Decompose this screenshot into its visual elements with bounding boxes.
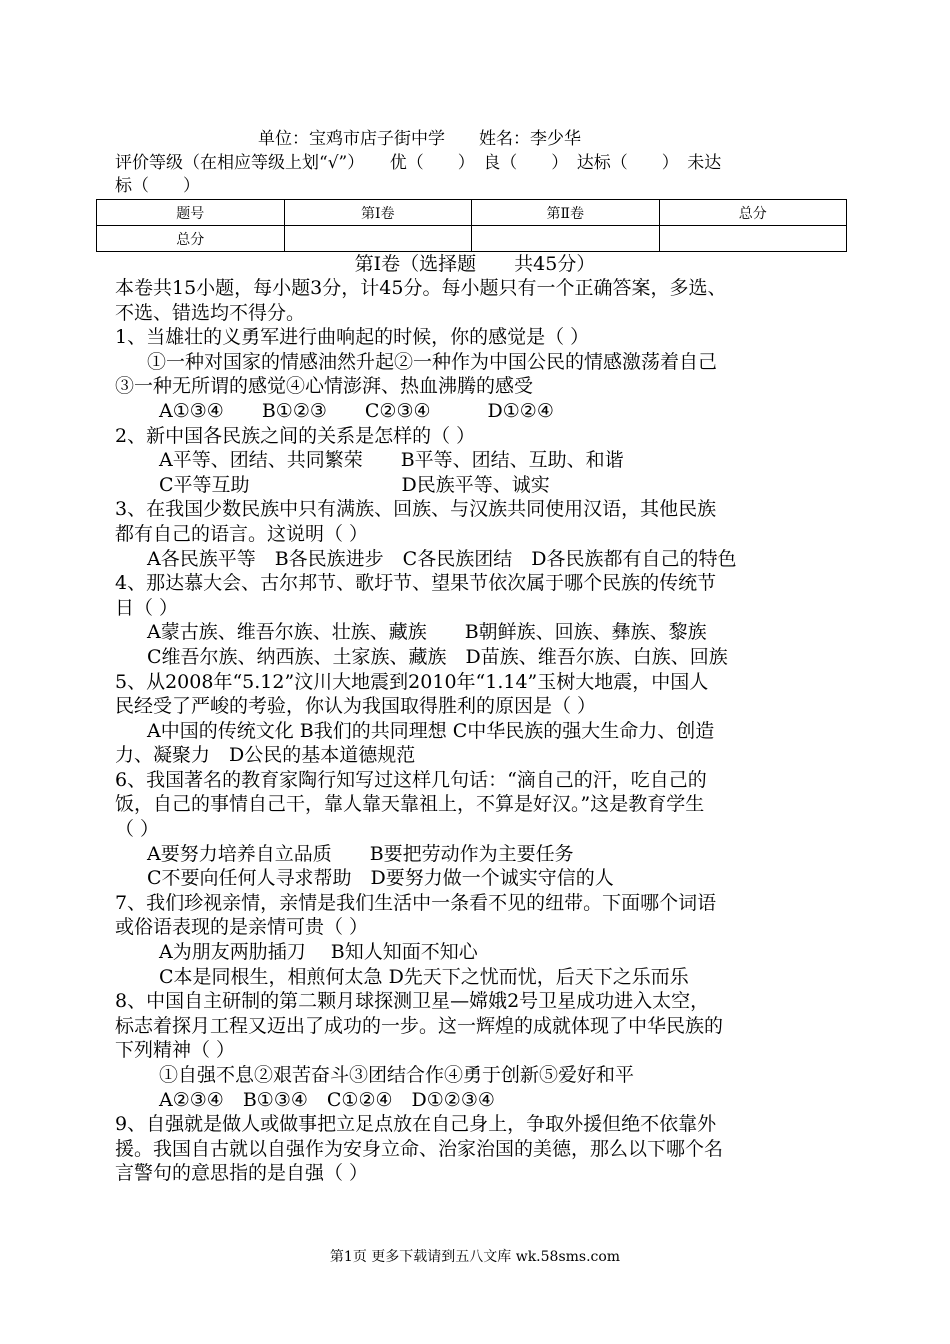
text-line: A中国的传统文化 B我们的共同理想 C中华民族的强大生命力、创造 [147,719,715,742]
score-cell [659,226,847,252]
text-line: ③一种无所谓的感觉④心情澎湃、热血沸腾的感受 [115,375,534,398]
score-table-header: 总分 [659,200,847,226]
text-line: A各民族平等 B各民族进步 C各民族团结 D各民族都有自己的特色 [147,547,737,570]
text-line: C不要向任何人寻求帮助 D要努力做一个诚实守信的人 [147,867,614,890]
text-line: 日（ ） [115,596,179,619]
score-table-row [97,226,847,252]
evaluation-grade-line: 评价等级（在相应等级上划“√”） 优（ ） 良（ ） 达标（ ） 未达 [115,153,722,173]
text-line: 援。我国自古就以自强作为安身立命、治家治国的美德，那么以下哪个名 [115,1137,724,1160]
text-line: 标志着探月工程又迈出了成功的一步。这一辉煌的成就体现了中华民族的 [115,1014,724,1037]
text-line: A平等、团结、共同繁荣 B平等、团结、互助、和谐 [159,449,624,472]
text-line: C本是同根生，相煎何太急 D先天下之忧而忧，后天下之乐而乐 [159,965,689,988]
text-line: 民经受了严峻的考验，你认为我国取得胜利的原因是（ ） [115,695,597,718]
text-line: 8、中国自主研制的第二颗月球探测卫星—嫦娥2号卫星成功进入太空， [115,990,710,1013]
text-line: A②③④ B①③④ C①②④ D①②③④ [159,1088,495,1111]
score-table-header: 题号 [97,200,285,226]
text-line: ①自强不息②艰苦奋斗③团结合作④勇于创新⑤爱好和平 [159,1064,635,1086]
text-line: 5、从2008年“5.12”汶川大地震到2010年“1.14”玉树大地震，中国人 [115,670,709,693]
text-line: 7、我们珍视亲情，亲情是我们生活中一条看不见的纽带。下面哪个词语 [115,891,717,914]
text-line: A要努力培养自立品质 B要把劳动作为主要任务 [147,842,574,865]
text-line: ①一种对国家的情感油然升起②一种作为中国公民的情感激荡着自己 [147,350,718,373]
text-line: 力、凝聚力 D公民的基本道德规范 [115,744,416,767]
text-line: C平等互助 D民族平等、诚实 [159,473,550,496]
text-line: 9、自强就是做人或做事把立足点放在自己身上，争取外援但绝不依靠外 [115,1113,717,1136]
score-table-header: 第Ⅱ卷 [472,200,660,226]
text-line: 2、新中国各民族之间的关系是怎样的（ ） [115,424,476,447]
text-line: 或俗语表现的是亲情可贵（ ） [115,916,369,939]
text-line: A为朋友两肋插刀 B知人知面不知心 [159,941,478,964]
text-line: 3、在我国少数民族中只有满族、回族、与汉族共同使用汉语，其他民族 [115,498,717,521]
text-line: C维吾尔族、纳西族、土家族、藏族 D苗族、维吾尔族、白族、回族 [147,645,728,668]
score-cell [284,226,472,252]
score-table-header-row [97,200,847,226]
page-footer: 第1页 更多下载请到五八文库 wk.58sms.com [329,1249,621,1265]
score-table-header: 第Ⅰ卷 [284,200,472,226]
section-title: 第Ⅰ卷（选择题 共45分） [354,253,596,275]
score-table-row-label: 总分 [97,226,285,252]
text-line: 饭，自己的事情自己干，靠人靠天靠祖上，不算是好汉。”这是教育学生 [115,793,705,816]
text-line: A蒙古族、维吾尔族、壮族、藏族 B朝鲜族、回族、彝族、黎族 [147,621,707,644]
text-line: 本卷共15小题，每小题3分，计45分。每小题只有一个正确答案，多选、 [115,277,727,299]
score-table [96,199,847,252]
author-line: 单位：宝鸡市店子街中学 姓名：李少华 [258,129,581,149]
score-cell [472,226,660,252]
question-body [115,276,845,1186]
text-line: 不选、错选均不得分。 [115,301,306,324]
text-line: 6、我国著名的教育家陶行知写过这样几句话：“滴自己的汗，吃自己的 [115,768,707,791]
evaluation-grade-line-cont: 标（ ） [115,176,200,196]
text-line: 都有自己的语言。这说明（ ） [115,522,369,545]
text-line: A①③④ B①②③ C②③④ D①②④ [159,399,554,422]
text-line: 言警句的意思指的是自强（ ） [115,1162,369,1185]
text-line: 下列精神（ ） [115,1039,236,1062]
text-line: （ ） [115,818,160,841]
text-line: 4、那达慕大会、古尔邦节、歌圩节、望果节依次属于哪个民族的传统节 [115,572,717,595]
text-line: 1、当雄壮的义勇军进行曲响起的时候，你的感觉是（ ） [115,326,590,349]
